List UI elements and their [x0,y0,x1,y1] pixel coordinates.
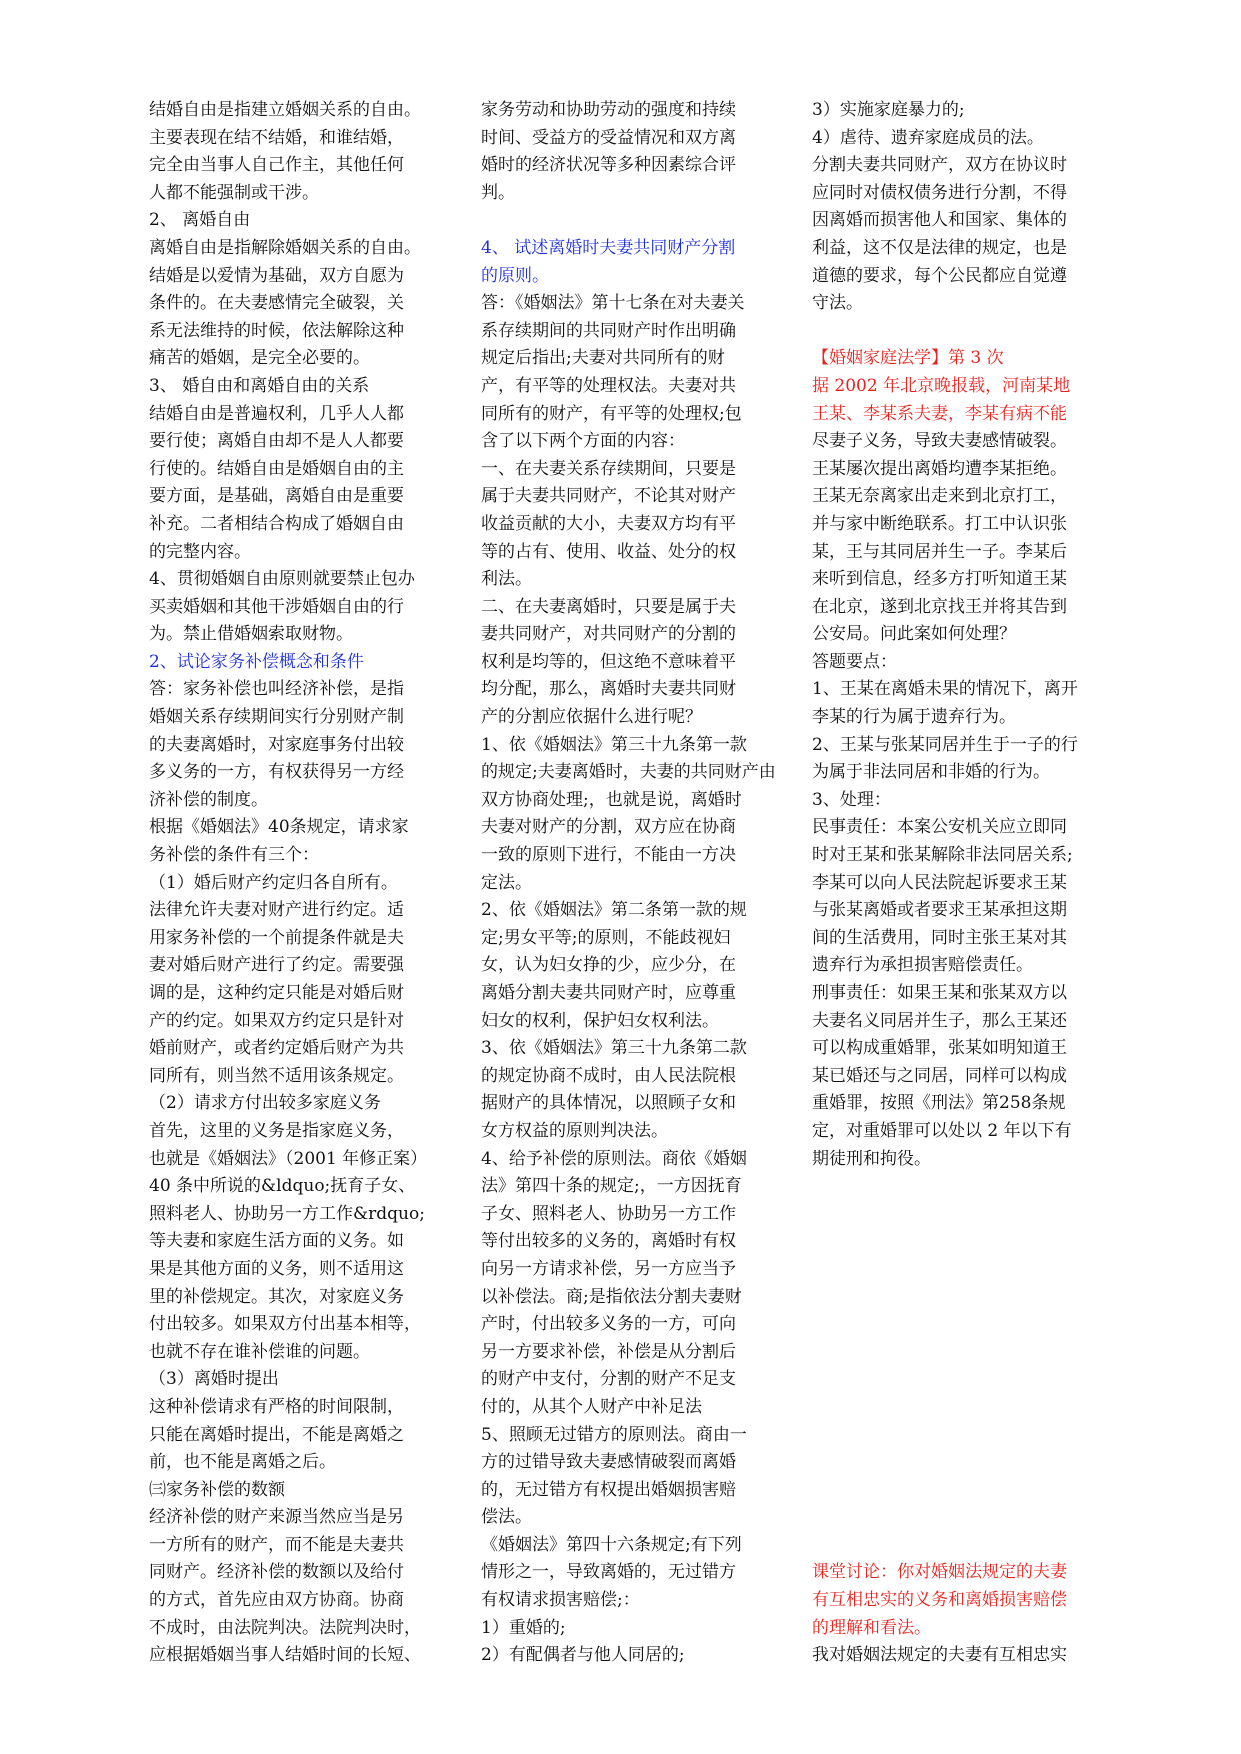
heading-line: 王某、李某系夫妻，李某有病不能 [812,403,1067,424]
text-line: 民事责任：本案公安机关应立即同 [812,817,1067,838]
text-line: 与张某离婚或者要求王某承担这期 [812,900,1067,921]
text-line: 5、照顾无过错方的原则法。商由一 [481,1424,747,1445]
text-line: 女方权益的原则判决法。 [481,1120,668,1141]
text-line: （3）离婚时提出 [149,1369,279,1390]
text-line: 的，无过错方有权提出婚姻损害赔 [481,1479,736,1500]
text-line: 4）虐待、遗弃家庭成员的法。 [812,127,1044,148]
text-line: 守法。 [812,293,863,314]
text-line: 1、王某在离婚未果的情况下，离开 [812,679,1078,700]
text-line: 我对婚姻法规定的夫妻有互相忠实 [812,1645,1067,1666]
text-line: 多义务的一方，有权获得另一方经 [149,762,404,783]
text-line: 也就不存在谁补偿谁的问题。 [149,1341,370,1362]
text-line: 均分配，那么，离婚时夫妻共同财 [481,679,736,700]
heading-line: 【婚姻家庭法学】第 3 次 [812,348,1004,369]
text-line: 要行使；离婚自由却不是人人都要 [149,431,404,452]
text-line: 同财产。经济补偿的数额以及给付 [149,1562,404,1583]
text-line: 判。 [481,182,515,203]
text-line: 产时，付出较多义务的一方，可向 [481,1314,736,1335]
text-line: 2）有配偶者与他人同居的; [481,1645,685,1666]
text-line: 2、依《婚姻法》第二条第一款的规 [481,900,747,921]
blank-line [812,318,1108,346]
text-line: 以补偿法。商;是指依法分割夫妻财 [481,1286,742,1307]
text-line: 属于夫妻共同财产，不论其对财产 [481,486,736,507]
text-line: 不成时，由法院判决。法院判决时， [149,1617,421,1638]
heading-line: 课堂讨论：你对婚姻法规定的夫妻 [812,1562,1067,1583]
text-line: 权利是均等的，但这绝不意味着平 [481,651,736,672]
text-line: 夫妻对财产的分割，双方应在协商 [481,817,736,838]
blank-line [812,1477,1108,1505]
text-line: 的规定协商不成时，由人民法院根 [481,1065,736,1086]
text-line: 双方协商处理;，也就是说，离婚时 [481,789,742,810]
text-line: 一致的原则下进行，不能由一方决 [481,845,736,866]
text-line: 某已婚还与之同居，同样可以构成 [812,1065,1067,1086]
text-line: 李某的行为属于遗弃行为。 [812,707,1016,728]
text-line: 4、给予补偿的原则法。商依《婚姻 [481,1148,747,1169]
blank-line [812,1504,1108,1532]
text-line: ㈢家务补偿的数额 [149,1479,285,1500]
text-line: 规定后指出;夫妻对共同所有的财 [481,348,725,369]
text-column-middle [481,97,776,1670]
text-line: 结婚自由是指建立婚姻关系的自由。 [149,100,421,120]
text-line: 答：《婚姻法》第十七条在对夫妻关 [481,293,745,314]
text-line: 方的过错导致夫妻感情破裂而离婚 [481,1452,736,1473]
text-line: 行使的。结婚自由是婚姻自由的主 [149,458,404,479]
text-line: 补充。二者相结合构成了婚姻自由 [149,513,404,534]
text-line: 2、王某与张某同居并生于一子的行 [812,734,1078,755]
text-line: 调的是，这种约定只能是对婚后财 [149,983,404,1003]
text-line: 有权请求损害赔偿;： [481,1590,640,1611]
text-line: 等付出较多的义务的，离婚时有权 [481,1231,736,1252]
text-line: 法》第四十条的规定;，一方因抚育 [481,1176,742,1197]
text-line: 家务劳动和协助劳动的强度和持续 [481,100,736,120]
text-line: 刑事责任：如果王某和张某双方以 [812,983,1067,1003]
text-line: 二、在夫妻离婚时，只要是属于夫 [481,596,736,617]
text-line: 的完整内容。 [149,541,251,562]
text-line: 果是其他方面的义务，则不适用这 [149,1258,404,1279]
text-line: 首先，这里的义务是指家庭义务， [149,1120,404,1141]
text-line: 离婚分割夫妻共同财产时，应尊重 [481,983,736,1003]
text-line: （1）婚后财产约定归各自所有。 [149,872,398,893]
text-line: 收益贡献的大小，夫妻双方均有平 [481,513,736,534]
text-line: 公安局。问此案如何处理？ [812,624,1016,645]
text-line: 的夫妻离婚时，对家庭事务付出较 [149,734,404,755]
text-line: 只能在离婚时提出，不能是离婚之 [149,1424,404,1445]
text-line: 含了以下两个方面的内容： [481,431,685,452]
text-line: 条件的。在夫妻感情完全破裂，关 [149,293,404,314]
text-line: 3、处理： [812,789,891,810]
text-line: 女，认为妇女挣的少，应少分，在 [481,955,736,976]
text-line: 利法。 [481,569,532,590]
text-line: 产，有平等的处理权法。夫妻对共 [481,375,736,396]
text-line: 子女、照料老人、协助另一方工作 [481,1203,736,1224]
text-line: 分割夫妻共同财产，双方在协议时 [812,155,1067,176]
text-line: 买卖婚姻和其他干涉婚姻自由的行 [149,596,404,617]
text-line: 等的占有、使用、收益、处分的权 [481,541,736,562]
text-line: 为属于非法同居和非婚的行为。 [812,762,1050,783]
blank-line [481,207,771,235]
text-line: 并与家中断绝联系。打工中认识张 [812,513,1067,534]
text-line: 经济补偿的财产来源当然应当是另 [149,1507,404,1528]
text-line: 遗弃行为承担损害赔偿责任。 [812,955,1033,976]
text-line: 等夫妻和家庭生活方面的义务。如 [149,1231,404,1252]
blank-line [812,1366,1108,1394]
text-line: 答：家务补偿也叫经济补偿，是指 [149,679,404,700]
text-line: 痛苦的婚姻，是完全必要的。 [149,348,370,369]
blank-line [812,1532,1108,1560]
text-line: 应同时对债权债务进行分割，不得 [812,182,1067,203]
text-line: 定法。 [481,872,532,893]
text-line: 系存续期间的共同财产时作出明确 [481,320,736,341]
blank-line [812,1173,1108,1201]
text-column-right [812,97,1108,1670]
text-line: 据财产的具体情况，以照顾子女和 [481,1093,736,1114]
blank-line [812,1422,1108,1450]
text-line: 某，王与其同居并生一子。李某后 [812,541,1067,562]
text-line: 夫妻名义同居并生子，那么王某还 [812,1010,1067,1031]
text-line: 1）重婚的; [481,1617,566,1638]
text-line: 系无法维持的时候，依法解除这种 [149,320,404,341]
text-line: 应根据婚姻当事人结婚时间的长短、 [149,1645,421,1666]
text-line: 妻共同财产，对共同财产的分割的 [481,624,736,645]
text-line: 根据《婚姻法》40条规定，请求家 [149,817,409,838]
text-line: 尽妻子义务，导致夫妻感情破裂。 [812,431,1067,452]
text-line: 产的分割应依据什么进行呢？ [481,707,702,728]
text-line: 也就是《婚姻法》（2001 年修正案） [149,1148,428,1169]
text-line: 定，对重婚罪可以处以 2 年以下有 [812,1120,1072,1141]
text-line: 时对王某和张某解除非法同居关系; [812,845,1073,866]
text-line: 产的约定。如果双方约定只是针对 [149,1010,404,1031]
text-line: 《婚姻法》第四十六条规定;有下列 [481,1534,742,1555]
text-line: 40 条中所说的&ldquo;抚育子女、 [149,1176,416,1197]
text-line: 妇女的权利，保护妇女权利法。 [481,1010,719,1031]
text-line: 定;男女平等;的原则，不能歧视妇 [481,927,731,948]
text-line: 期徒刑和拘役。 [812,1148,931,1169]
blank-line [812,1339,1108,1367]
text-line: 在北京，遂到北京找王并将其告到 [812,596,1067,617]
text-line: 一、在夫妻关系存续期间，只要是 [481,458,736,479]
text-line: 妻对婚后财产进行了约定。需要强 [149,955,404,976]
text-line: 同所有，则当然不适用该条规定。 [149,1065,404,1086]
text-line: 照料老人、协助另一方工作&rdquo; [149,1203,425,1224]
text-line: 婚前财产，或者约定婚后财产为共 [149,1038,404,1059]
text-line: 来听到信息，经多方打听知道王某 [812,569,1067,590]
text-line: 重婚罪，按照《刑法》第258条规 [812,1093,1066,1114]
blank-line [812,1449,1108,1477]
text-line: 要方面，是基础，离婚自由是重要 [149,486,404,507]
text-line: 王某屡次提出离婚均遭李某拒绝。 [812,458,1067,479]
text-line: 济补偿的制度。 [149,789,268,810]
text-line: 前，也不能是离婚之后。 [149,1452,336,1473]
text-line: 婚时的经济状况等多种因素综合评 [481,155,736,176]
text-line: 答题要点： [812,651,897,672]
heading-line: 的原则。 [481,265,549,286]
blank-line [812,1228,1108,1256]
blank-line [812,1201,1108,1229]
text-line: 务补偿的条件有三个： [149,845,319,866]
text-line: 2、 离婚自由 [149,210,251,231]
text-line: 可以构成重婚罪，张某如明知道王 [812,1038,1067,1059]
heading-line: 2、试论家务补偿概念和条件 [149,651,364,672]
text-line: 向另一方请求补偿，另一方应当予 [481,1258,736,1279]
heading-line: 据 2002 年北京晚报载，河南某地 [812,375,1071,396]
text-line: 利益，这不仅是法律的规定，也是 [812,237,1067,258]
text-line: 结婚是以爱情为基础，双方自愿为 [149,265,404,286]
text-line: 情形之一，导致离婚的，无过错方 [481,1562,736,1583]
text-line: 4、贯彻婚姻自由原则就要禁止包办 [149,569,415,590]
text-line: 另一方要求补偿，补偿是从分割后 [481,1341,736,1362]
text-line: 用家务补偿的一个前提条件就是夫 [149,927,404,948]
heading-line: 的理解和看法。 [812,1617,931,1638]
text-line: 里的补偿规定。其次，对家庭义务 [149,1286,404,1307]
text-line: 人都不能强制或干涉。 [149,182,319,203]
text-line: 为。禁止借婚姻索取财物。 [149,624,353,645]
text-line: 时间、受益方的受益情况和双方离 [481,127,736,148]
heading-line: 4、 试述离婚时夫妻共同财产分割 [481,237,736,258]
text-line: 这种补偿请求有严格的时间限制， [149,1396,404,1417]
text-line: 同所有的财产，有平等的处理权;包 [481,403,742,424]
text-line: 李某可以向人民法院起诉要求王某 [812,872,1067,893]
text-line: 结婚自由是普遍权利，几乎人人都 [149,403,404,424]
blank-line [812,1311,1108,1339]
text-line: 完全由当事人自己作主，其他任何 [149,155,404,176]
text-column-left [149,97,439,1670]
blank-line [812,1394,1108,1422]
text-line: 离婚自由是指解除婚姻关系的自由。 [149,237,421,258]
text-line: 付出较多。如果双方付出基本相等， [149,1314,421,1335]
text-line: 偿法。 [481,1507,532,1528]
text-line: 1、依《婚姻法》第三十九条第一款 [481,734,747,755]
text-line: 王某无奈离家出走来到北京打工， [812,486,1067,507]
text-line: 的规定;夫妻离婚时，夫妻的共同财产由 [481,762,776,783]
heading-line: 有互相忠实的义务和离婚损害赔偿 [812,1590,1067,1611]
text-line: 法律允许夫妻对财产进行约定。适 [149,900,404,921]
text-line: 付的，从其个人财产中补足法 [481,1396,702,1417]
text-line: 间的生活费用，同时主张王某对其 [812,927,1067,948]
text-line: 的财产中支付，分割的财产不足支 [481,1369,736,1390]
text-line: 一方所有的财产，而不能是夫妻共 [149,1534,404,1555]
text-line: 3、依《婚姻法》第三十九条第二款 [481,1038,747,1059]
text-line: 主要表现在结不结婚，和谁结婚， [149,127,404,148]
text-line: 3、 婚自由和离婚自由的关系 [149,375,370,396]
text-line: 因离婚而损害他人和国家、集体的 [812,210,1067,231]
blank-line [812,1256,1108,1284]
text-line: 道德的要求，每个公民都应自觉遵 [812,265,1067,286]
text-line: 的方式，首先应由双方协商。协商 [149,1590,404,1611]
text-line: 婚姻关系存续期间实行分别财产制 [149,707,404,728]
blank-line [812,1284,1108,1312]
text-line: 3）实施家庭暴力的; [812,100,965,120]
text-line: （2）请求方付出较多家庭义务 [149,1093,381,1114]
